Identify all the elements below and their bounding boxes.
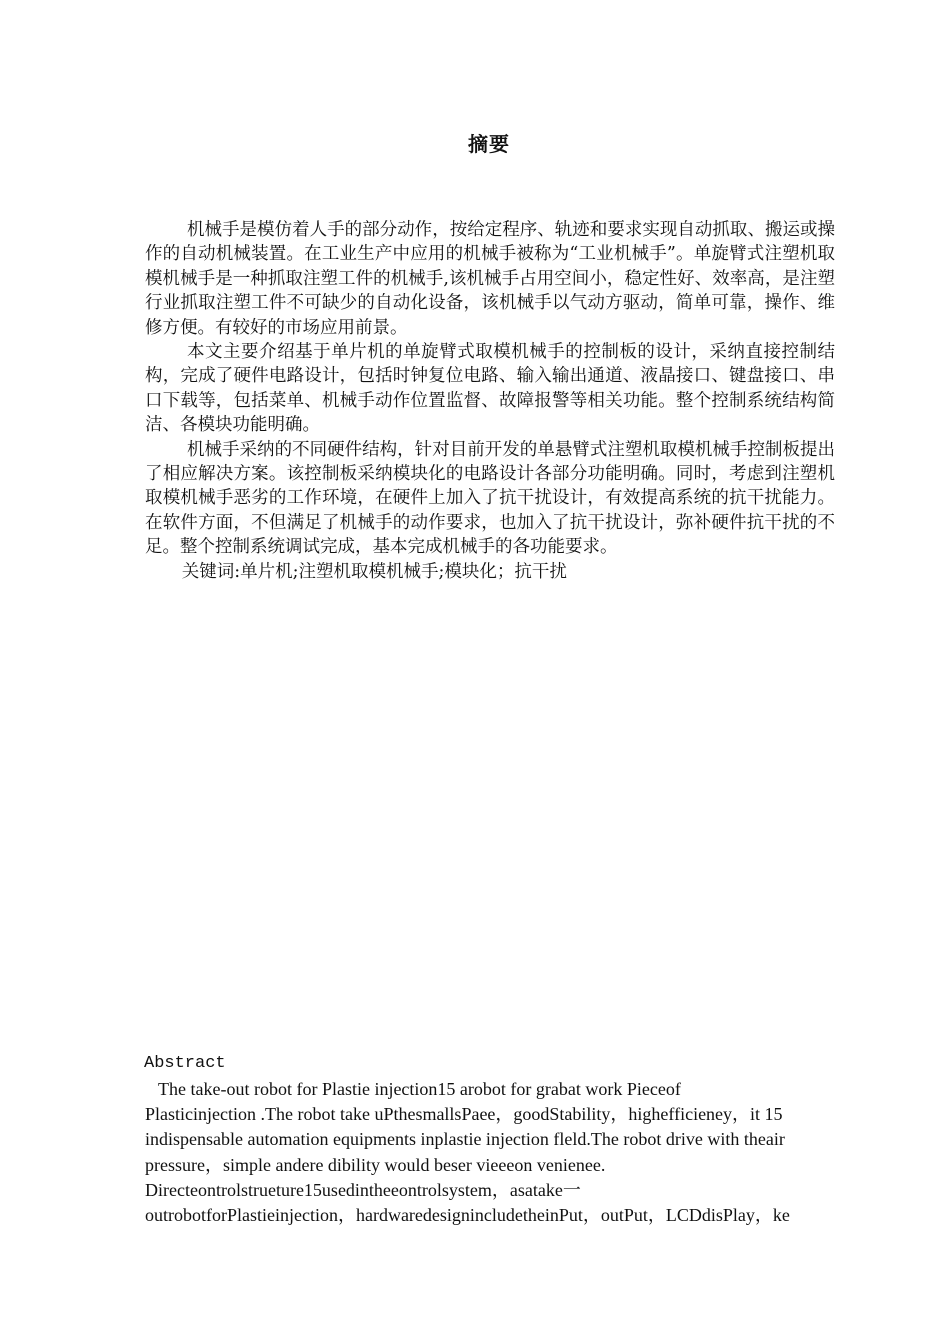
paragraph-2: 本文主要介绍基于单片机的单旋臂式取模机械手的控制板的设计，采纳直接控制结构，完成了硬件电路设计，包括时钟复位电路、输入输出通道、液晶接口、键盘接口、串口下载等，包括菜单、机械手动作位置监督、故障报警等相关功能。整个控制系统结构简洁、各模块功能明确。 [145, 342, 835, 436]
abstract-line-5: Directeontrolstrueture15usedintheeontrolsystem，asatake一 [145, 1179, 581, 1200]
english-paragraph [145, 1077, 835, 1228]
abstract-line-1: The take-out robot for Plastie injection15 arobot for grabat work Pieceof [158, 1079, 681, 1099]
paragraph-3: 机械手采纳的不同硬件结构，针对目前开发的单悬臂式注塑机取模机械手控制板提出了相应解决方案。该控制板采纳模块化的电路设计各部分功能明确。同时，考虑到注塑机取模机械手恶劣的工作环境，在硬件上加入了抗干扰设计，有效提高系统的抗干扰能力。在软件方面，不但满足了机械手的动作要求，也加入了抗干扰设计，弥补硬件抗干扰的不足。整个控制系统调试完成，基本完成机械手的各功能要求。 [145, 439, 835, 558]
abstract-line-6: outrobotforPlastieinjection，hardwaredesignincludetheinPut，outPut，LCDdisPlay，ke [145, 1205, 790, 1226]
keywords-line: 关键词:单片机;注塑机取模机械手;模块化；抗干扰 [181, 561, 567, 582]
chinese-abstract [145, 218, 835, 584]
abstract-line-3: indispensable automation equipments inplastie injection fleld.The robot drive with theair [145, 1129, 785, 1150]
abstract-heading: Abstract [144, 1054, 226, 1073]
english-abstract [145, 1077, 835, 1228]
page-title: 摘要 [468, 132, 510, 156]
abstract-line-4: pressure，simple andere dibility would beser vieeeon venienee. [145, 1154, 606, 1175]
paragraph-1: 机械手是模仿着人手的部分动作，按给定程序、轨迹和要求实现自动抓取、搬运或操作的自动机械装置。在工业生产中应用的机械手被称为“工业机械手”。单旋臂式注塑机取模机械手是一种抓取注塑工件的机械手,该机械手占用空间小，稳定性好、效率高，是注塑行业抓取注塑工件不可缺少的自动化设备，该机械手以气动方驱动，简单可靠，操作、维修方便。有较好的市场应用前景。 [145, 220, 835, 338]
abstract-line-2: Plasticinjection .The robot take uPthesmallsPaee，goodStability，highefficieney，it 15 [145, 1104, 783, 1125]
